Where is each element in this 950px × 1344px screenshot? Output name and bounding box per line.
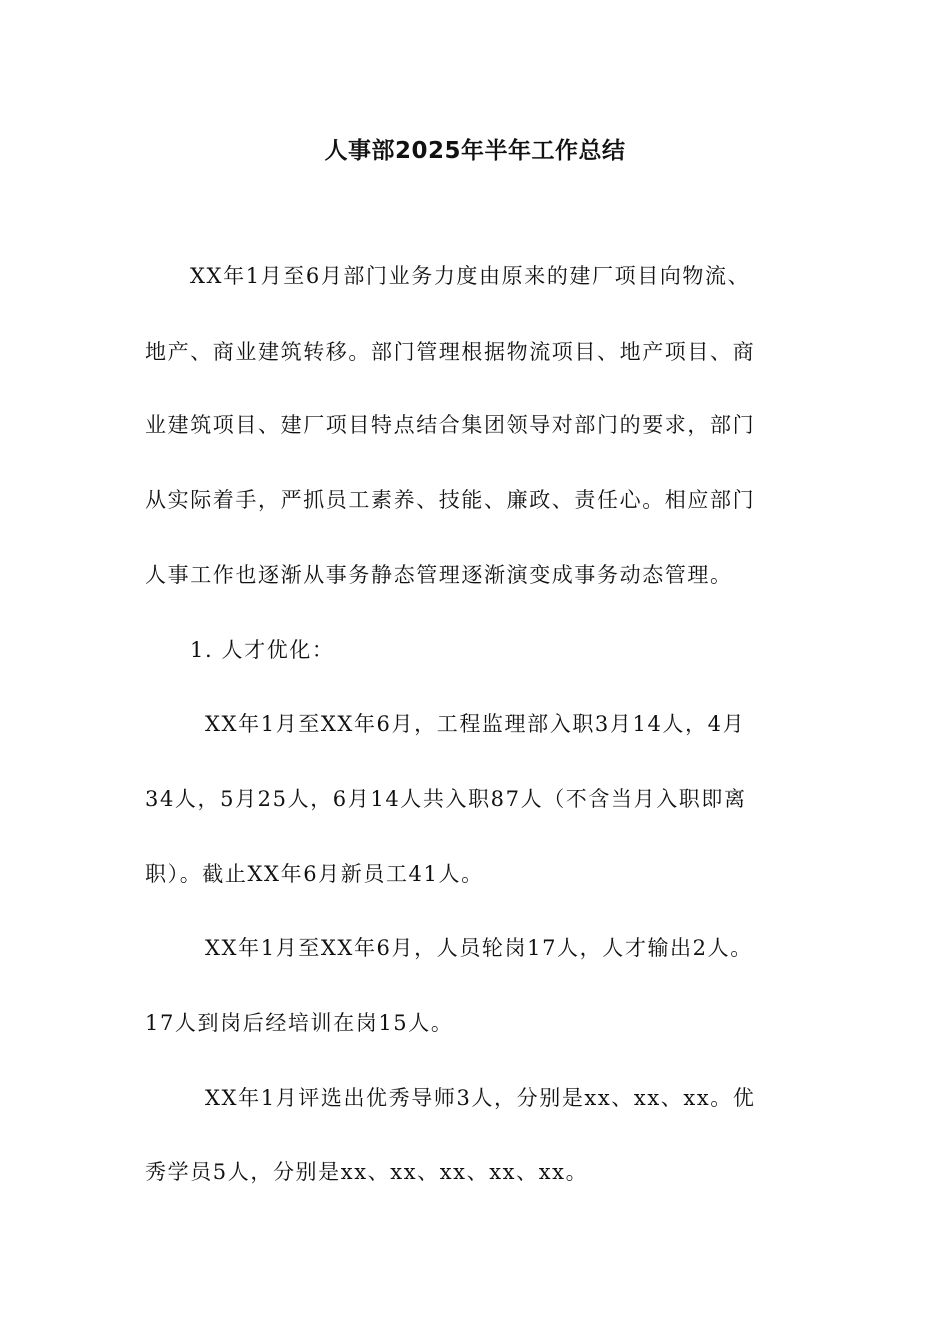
paragraph-line: 人事工作也逐渐从事务静态管理逐渐演变成事务动态管理。 <box>145 563 733 587</box>
paragraph-line: XX年1月至6月部门业务力度由原来的建厂项目向物流、 <box>190 264 751 288</box>
section-heading: 1. 人才优化： <box>190 638 335 662</box>
paragraph-line: 职）。截止XX年6月新员工41人。 <box>145 862 484 886</box>
document-title: 人事部2025年半年工作总结 <box>324 138 626 164</box>
paragraph-line: XX年1月评选出优秀导师3人，分别是xx、xx、xx。优 <box>205 1086 756 1110</box>
paragraph-line: 地产、商业建筑转移。部门管理根据物流项目、地产项目、商 <box>145 340 756 364</box>
paragraph-line: XX年1月至XX年6月，工程监理部入职3月14人，4月 <box>205 712 746 736</box>
paragraph-line: 业建筑项目、建厂项目特点结合集团领导对部门的要求，部门 <box>145 413 756 437</box>
paragraph-line: 34人，5月25人，6月14人共入职87人（不含当月入职即离 <box>145 787 747 811</box>
paragraph-line: 秀学员5人，分别是xx、xx、xx、xx、xx。 <box>145 1160 589 1184</box>
paragraph-line: 17人到岗后经培训在岗15人。 <box>145 1011 454 1035</box>
paragraph-line: XX年1月至XX年6月，人员轮岗17人，人才输出2人。 <box>205 936 753 960</box>
paragraph-line: 从实际着手，严抓员工素养、技能、廉政、责任心。相应部门 <box>145 488 756 512</box>
